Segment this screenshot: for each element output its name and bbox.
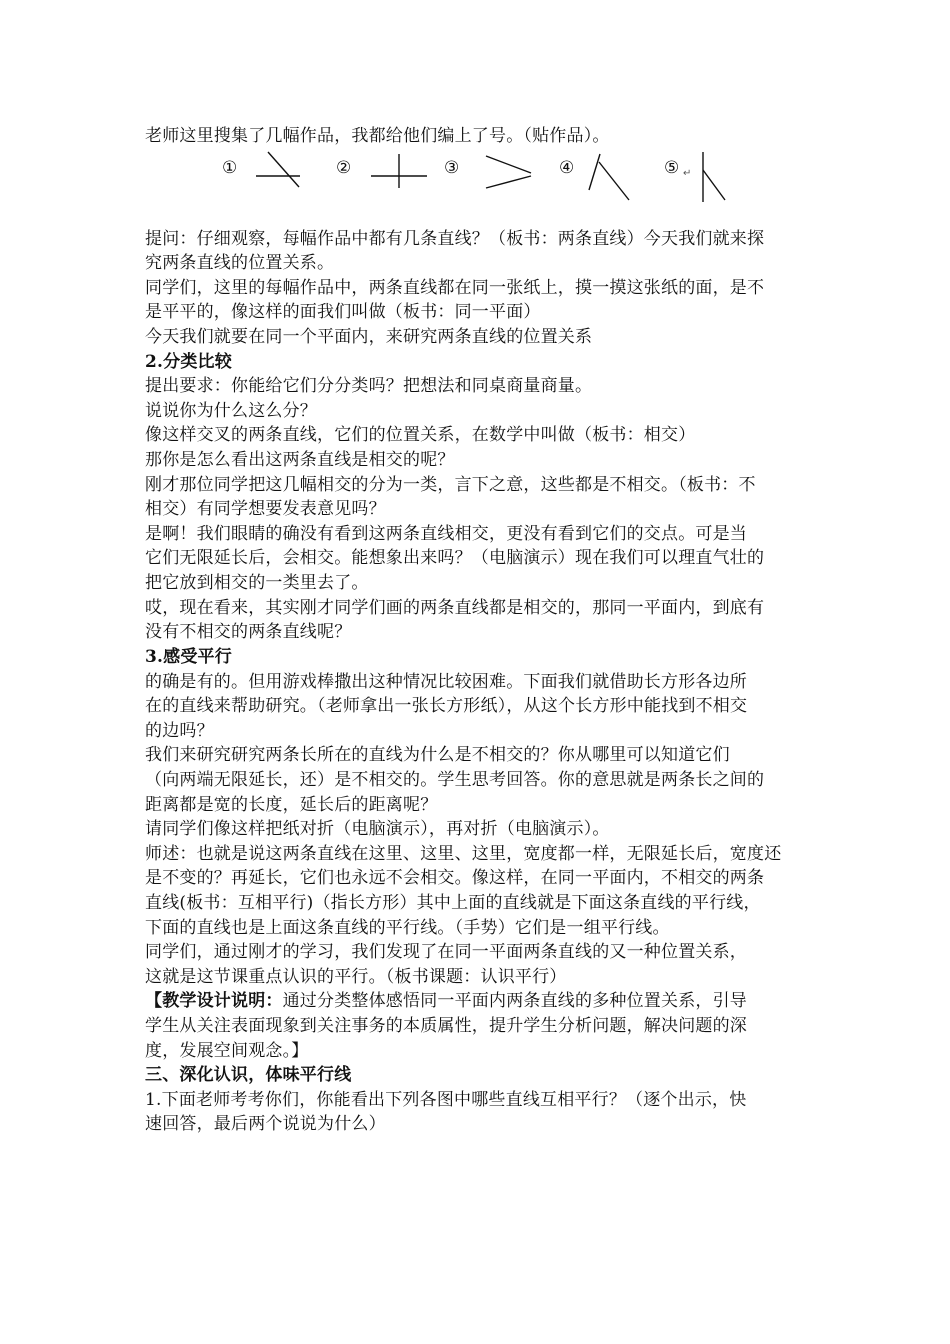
figure-1-crossing-lines: [256, 152, 300, 187]
paragraph-line: 的边吗？: [145, 721, 214, 741]
figure-4-label: ④: [559, 158, 575, 178]
paragraph-line: 究两条直线的位置关系。: [145, 253, 335, 273]
figure-4-diverging-lines: [589, 154, 629, 200]
section-heading-3: 3.感受平行: [145, 647, 232, 667]
figure-3-label: ③: [444, 158, 460, 178]
paragraph-line: 同学们，这里的每幅作品中，两条直线都在同一张纸上，摸一摸这张纸的面，是不: [145, 278, 765, 298]
paragraph-line: （向两端无限延长，还）是不相交的。学生思考回答。你的意思就是两条长之间的: [145, 770, 765, 790]
figure-5-label: ⑤: [664, 158, 680, 178]
design-note-line: 学生从关注表面现象到关注事务的本质属性，提升学生分析问题，解决问题的深: [145, 1016, 747, 1036]
paragraph-line: 提问：仔细观察，每幅作品中都有几条直线？（板书：两条直线）今天我们就来探: [145, 229, 765, 249]
paragraph-line: 没有不相交的两条直线呢？: [145, 622, 352, 642]
design-note-text: 通过分类整体感悟同一平面内两条直线的多种位置关系，引导: [282, 991, 748, 1011]
paragraph-line: 把它放到相交的一类里去了。: [145, 573, 369, 593]
paragraph-line: 说说你为什么这么分？: [145, 401, 317, 421]
paragraph-line: 提出要求：你能给它们分分类吗？把想法和同桌商量商量。: [145, 376, 593, 396]
figure-2-perpendicular-lines: [371, 154, 427, 188]
figure-3-converging-lines: [486, 156, 531, 188]
section-heading-2: 2.分类比较: [145, 352, 232, 372]
line-pair-figures: [0, 140, 950, 210]
return-mark-icon: ↵: [683, 168, 692, 179]
paragraph-line: 今天我们就要在同一个平面内，来研究两条直线的位置关系: [145, 327, 593, 347]
paragraph-line: 请同学们像这样把纸对折（电脑演示），再对折（电脑演示）。: [145, 819, 610, 839]
paragraph-line: 刚才那位同学把这几幅相交的分为一类，言下之意，这些都是不相交。（板书：不: [145, 475, 756, 495]
intro-text: 老师这里搜集了几幅作品，我都给他们编上了号。（贴作品）。: [145, 126, 610, 146]
paragraph-line: 是啊！我们眼睛的确没有看到这两条直线相交，更没有看到它们的交点。可是当: [145, 524, 747, 544]
figure-1-label: ①: [222, 158, 238, 178]
paragraph-line: 是不变的？再延长，它们也永远不会相交。像这样，在同一平面内，不相交的两条: [145, 868, 765, 888]
design-note: [145, 989, 815, 1013]
paragraph-line: 同学们，通过刚才的学习，我们发现了在同一平面两条直线的又一种位置关系，: [145, 942, 747, 962]
paragraph-line: 在的直线来帮助研究。（老师拿出一张长方形纸），从这个长方形中能找到不相交: [145, 696, 748, 716]
figure-2-label: ②: [336, 158, 352, 178]
paragraph-line: 是平平的，像这样的面我们叫做（板书：同一平面）: [145, 302, 541, 322]
section-heading-deepen: 三、深化认识，体味平行线: [145, 1065, 352, 1085]
paragraph-line: 这就是这节课重点认识的平行。（板书课题：认识平行）: [145, 967, 567, 987]
paragraph-line: 相交）有同学想要发表意见吗？: [145, 499, 386, 519]
paragraph-line: 下面的直线也是上面这条直线的平行线。（手势）它们是一组平行线。: [145, 918, 670, 938]
paragraph-line: 我们来研究研究两条长所在的直线为什么是不相交的？你从哪里可以知道它们: [145, 745, 730, 765]
paragraph-line: 它们无限延长后，会相交。能想象出来吗？（电脑演示）现在我们可以理直气壮的: [145, 548, 765, 568]
paragraph-line: 直线(板书：互相平行)（指长方形）其中上面的直线就是下面这条直线的平行线，: [145, 893, 761, 913]
design-note-head: 【教学设计说明：: [145, 991, 283, 1011]
paragraph-line: 像这样交叉的两条直线，它们的位置关系，在数学中叫做（板书：相交）: [145, 425, 696, 445]
paragraph-line: 那你是怎么看出这两条直线是相交的呢？: [145, 450, 455, 470]
paragraph-line: 师述：也就是说这两条直线在这里、这里、这里，宽度都一样，无限延长后，宽度还: [145, 844, 782, 864]
design-note-line: 度，发展空间观念。】: [145, 1041, 309, 1061]
question-line: 1.下面老师考考你们，你能看出下列各图中哪些直线互相平行？（逐个出示，快: [145, 1090, 747, 1110]
paragraph-line: 哎，现在看来，其实刚才同学们画的两条直线都是相交的，那同一平面内，到底有: [145, 598, 765, 618]
paragraph-line: 的确是有的。但用游戏棒撒出这种情况比较困难。下面我们就借助长方形各边所: [145, 672, 747, 692]
question-line: 速回答，最后两个说说为什么）: [145, 1114, 386, 1134]
figure-5-touching-lines: [703, 152, 725, 202]
paragraph-line: 距离都是宽的长度，延长后的距离呢？: [145, 795, 438, 815]
